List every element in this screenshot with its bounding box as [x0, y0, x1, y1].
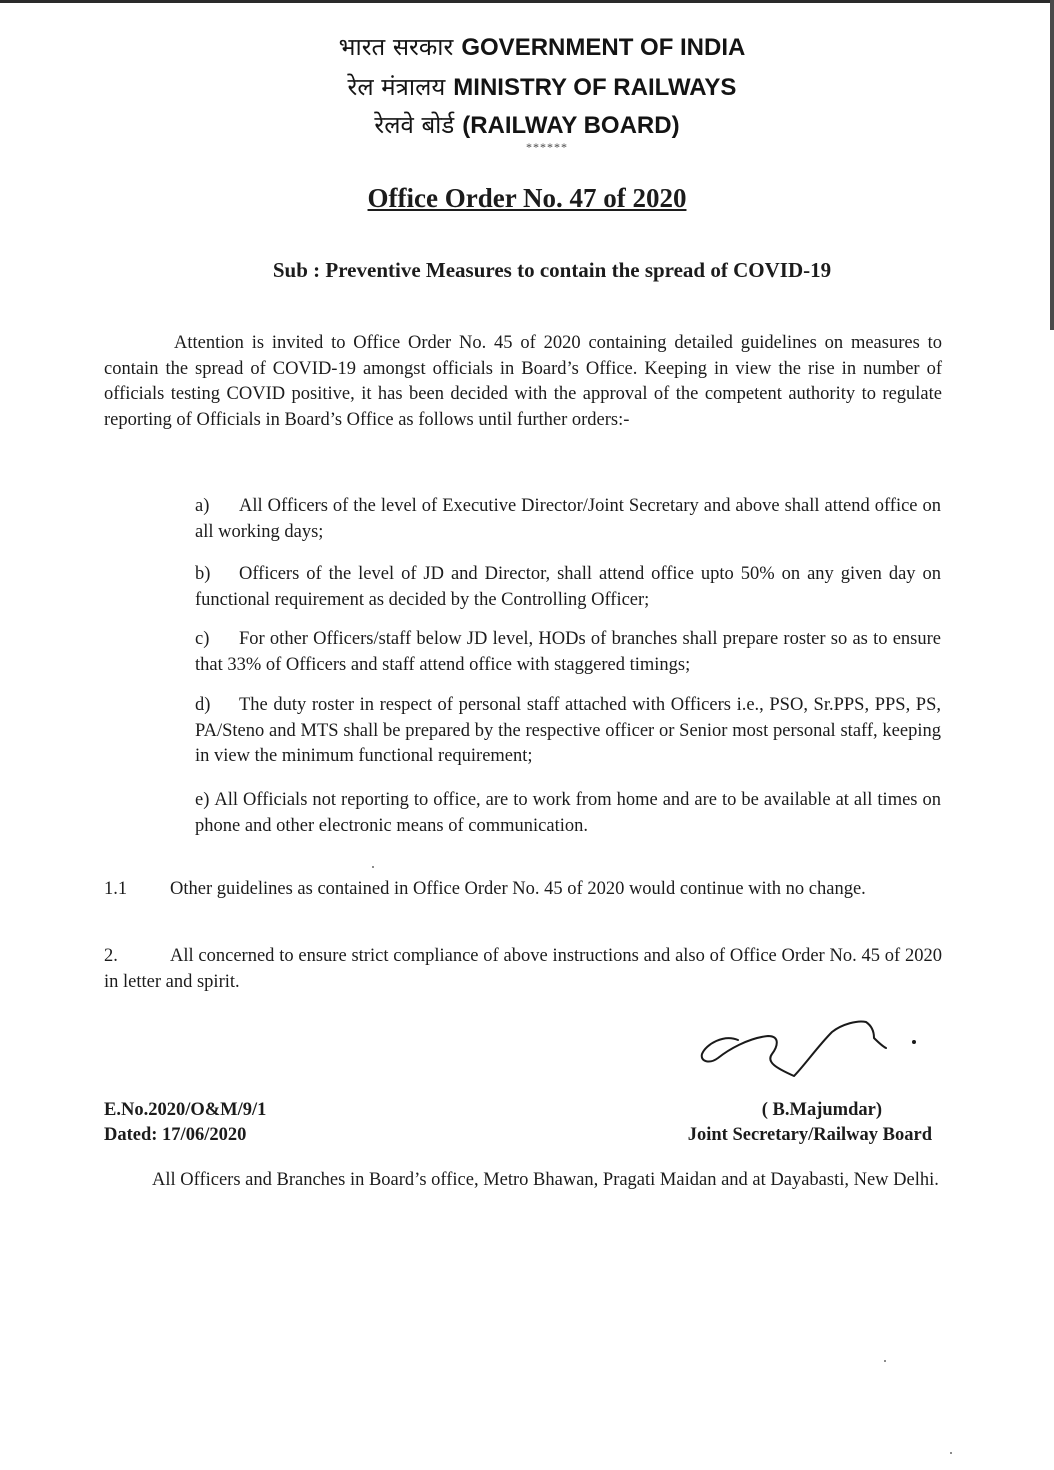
scan-speck: [372, 866, 374, 868]
reference-block: [104, 1098, 266, 1148]
scan-border-top: [0, 0, 1054, 3]
header-line-board: [0, 108, 1054, 141]
item-label: c): [195, 629, 210, 649]
file-number: E.No.2020/O&M/9/1: [104, 1100, 267, 1120]
header-hindi-ministry: रेल मंत्रालय: [347, 73, 446, 101]
scan-speck: [950, 1452, 952, 1454]
header-english-ministry: MINISTRY OF RAILWAYS: [453, 74, 737, 101]
scan-speck: [884, 1360, 886, 1362]
header-hindi-government: भारत सरकार: [338, 33, 454, 61]
list-item-a: [195, 494, 941, 545]
item-text: The duty roster in respect of personal staff attached with Officers i.e., PSO, Sr.PPS, PPS, PS, PA/Steno and MTS shall be prepared by the respective officer or Senior most personal staff, keeping in view the minimum functional requirement;: [195, 695, 941, 766]
item-text: Officers of the level of JD and Director, shall attend office upto 50% on any given day on functional requirement as decided by the Controlling Officer;: [195, 564, 941, 610]
signatory-designation: Joint Secretary/Railway Board: [687, 1125, 932, 1145]
item-text: All Officials not reporting to office, are to work from home and are to be available at all times on phone and other electronic means of communication.: [195, 790, 941, 836]
header-line-government: [0, 30, 1054, 63]
paragraph-2: [104, 944, 942, 995]
header-english-government: GOVERNMENT OF INDIA: [461, 34, 746, 61]
paragraph-text: Other guidelines as contained in Office Order No. 45 of 2020 would continue with no change.: [170, 879, 866, 899]
paragraph-number: 2.: [104, 946, 118, 966]
list-item-c: [195, 627, 941, 678]
item-label: d): [195, 695, 211, 715]
paragraph-text: All concerned to ensure strict compliance of above instructions and also of Office Order No. 45 of 2020 in letter and spirit.: [104, 946, 942, 992]
item-text: For other Officers/staff below JD level, HODs of branches shall prepare roster so as to ensure that 33% of Officers and staff attend office with staggered timings;: [195, 629, 941, 675]
list-item-d: [195, 693, 941, 770]
date: Dated: 17/06/2020: [104, 1125, 247, 1145]
header-english-board: (RAILWAY BOARD): [462, 112, 680, 139]
list-item-b: [195, 562, 941, 613]
header-hindi-board: रेलवे बोर्ड: [374, 111, 455, 139]
item-label: e): [195, 790, 210, 810]
signatory-name: ( B.Majumdar): [761, 1100, 882, 1120]
item-text: All Officers of the level of Executive Director/Joint Secretary and above shall attend office on all working days;: [195, 496, 941, 542]
handwritten-signature: [694, 1010, 934, 1090]
item-label: b): [195, 564, 211, 584]
paragraph-1-1: [104, 877, 942, 903]
order-title: Office Order No. 47 of 2020: [367, 183, 687, 213]
distribution-paragraph: All Officers and Branches in Board’s office, Metro Bhawan, Pragati Maidan and at Dayabasti, New Delhi.: [152, 1170, 939, 1190]
header-stars: ******: [526, 140, 568, 154]
signatory-block: [620, 1098, 932, 1148]
intro-paragraph: Attention is invited to Office Order No. 45 of 2020 containing detailed guidelines on measures to contain the spread of COVID-19 amongst officials in Board’s Office. Keeping in view the rise in number of officials testing COVID positive, it has been decided with the approval of the competent authority to regulate reporting of Officials in Board’s Office as follows until further orders:-: [104, 333, 942, 430]
subject-line: Sub : Preventive Measures to contain the spread of COVID-19: [272, 258, 832, 282]
item-label: a): [195, 496, 210, 516]
header-line-ministry: [0, 70, 1054, 103]
paragraph-number: 1.1: [104, 879, 128, 899]
list-item-e: [195, 788, 941, 839]
